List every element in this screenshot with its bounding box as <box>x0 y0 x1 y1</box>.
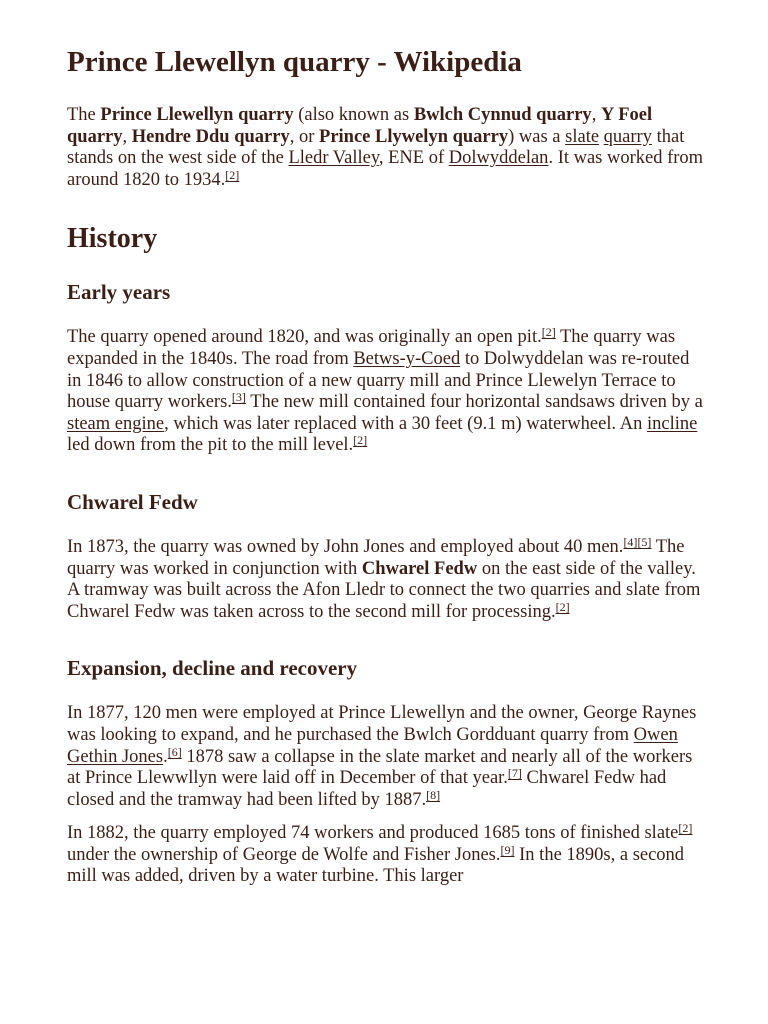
link-betws-y-coed[interactable]: Betws-y-Coed <box>353 348 461 369</box>
citation-link[interactable]: [2] <box>678 821 693 836</box>
citation-link[interactable]: [9] <box>500 842 515 857</box>
bold-term: Prince Llewellyn quarry <box>100 105 294 125</box>
text: The <box>67 105 101 125</box>
citation-superscript <box>623 535 651 549</box>
link-slate[interactable]: slate <box>565 126 600 147</box>
intro-paragraph <box>67 105 708 191</box>
text: on the east side of the valley. A tramway was built across the Afon Lledr to connect the two quarries and slate from Chwarel Fedw was taken across to the second mill for processing. <box>67 558 701 622</box>
section-heading-history: History <box>67 223 158 255</box>
citation-link[interactable]: [8] <box>426 787 441 802</box>
text: led down from the pit to the mill level. <box>67 435 354 456</box>
citation-superscript <box>678 821 692 835</box>
text: . <box>163 746 168 767</box>
text: , or <box>289 126 320 147</box>
link-lledr-valley[interactable]: Lledr Valley <box>288 148 379 169</box>
citation-superscript <box>426 788 440 802</box>
text: In 1873, the quarry was owned by John Jones and employed about 40 men. <box>67 536 624 557</box>
citation-superscript <box>556 600 570 614</box>
citation-link[interactable]: [2] <box>225 167 240 182</box>
text: , which was later replaced with a 30 feet (9.1 m) waterwheel. An <box>164 413 647 434</box>
citation-link[interactable]: [4] <box>623 534 638 549</box>
page-title: Prince Llewellyn quarry - Wikipedia <box>67 46 522 78</box>
subsection-heading-chwarel-fedw: Chwarel Fedw <box>67 489 198 514</box>
text: , <box>591 105 601 125</box>
text: 1878 saw a collapse in the slate market and nearly all of the workers at Prince Llewwllyn were laid off in December of that year. <box>67 746 693 789</box>
citation-link[interactable]: [5] <box>637 534 652 549</box>
citation-link[interactable]: [2] <box>555 599 570 614</box>
text: The quarry was expanded in the 1840s. The road from <box>67 327 676 369</box>
text: to Dolwyddelan was re-routed in 1846 to allow construction of a new quarry mill and Prince Llewelyn Terrace to house quarry workers. <box>67 348 690 413</box>
bold-term: Hendre Ddu quarry <box>131 126 290 147</box>
citation-link[interactable]: [7] <box>507 766 522 781</box>
chwarel-fedw-paragraph <box>67 534 708 623</box>
text: In 1882, the quarry employed 74 workers and produced 1685 tons of finished slate <box>67 823 679 844</box>
text: In 1877, 120 men were employed at Prince Llewellyn and the owner, George Raynes was looking to expand, and he purchased the Bwlch Gordduant quarry from <box>67 703 697 745</box>
text: . It was worked from around 1820 to 1934. <box>67 148 704 190</box>
link-incline[interactable]: incline <box>646 413 698 434</box>
citation-superscript <box>542 325 556 339</box>
expansion-paragraph-2 <box>67 823 708 888</box>
text: under the ownership of George de Wolfe and Fisher Jones. <box>67 844 501 865</box>
citation-link[interactable]: [2] <box>353 433 368 448</box>
citation-link[interactable]: [6] <box>167 744 182 759</box>
citation-superscript <box>168 745 182 759</box>
text: ) was a <box>508 126 566 147</box>
subsection-heading-early-years: Early years <box>67 280 171 305</box>
citation-superscript <box>501 843 515 857</box>
text: In the 1890s, a second mill was added, driven by a water turbine. This larger <box>67 844 685 887</box>
text: Chwarel Fedw had closed and the tramway had been lifted by 1887. <box>67 768 667 810</box>
bold-term: Chwarel Fedw <box>361 558 478 579</box>
bold-term: Y Foel quarry <box>67 105 653 147</box>
expansion-paragraph-1 <box>67 703 708 811</box>
citation-superscript <box>508 766 522 780</box>
bold-term: Prince Llywelyn quarry <box>319 126 509 147</box>
bold-term: Bwlch Cynnud quarry <box>413 105 592 125</box>
link-steam-engine[interactable]: steam engine <box>67 413 165 434</box>
text: The new mill contained four horizontal sandsaws driven by a <box>245 392 703 413</box>
text: (also known as <box>293 105 414 125</box>
link-quarry[interactable]: quarry <box>603 126 652 147</box>
citation-link[interactable]: [2] <box>541 325 556 340</box>
citation-link[interactable]: [3] <box>231 390 246 405</box>
subsection-heading-expansion: Expansion, decline and recovery <box>67 656 358 681</box>
text: , ENE of <box>378 148 449 169</box>
citation-superscript <box>232 390 246 404</box>
citation-superscript <box>225 168 239 182</box>
text: The quarry opened around 1820, and was originally an open pit. <box>67 327 542 348</box>
text: The quarry was worked in conjunction with <box>67 536 685 579</box>
citation-superscript <box>353 433 367 447</box>
link-dolwyddelan[interactable]: Dolwyddelan <box>448 148 549 169</box>
text: , <box>122 126 132 147</box>
link-owen-gethin-jones[interactable]: Owen Gethin Jones <box>67 724 678 767</box>
text: that stands on the west side of the <box>67 126 685 169</box>
early-years-paragraph <box>67 327 708 457</box>
